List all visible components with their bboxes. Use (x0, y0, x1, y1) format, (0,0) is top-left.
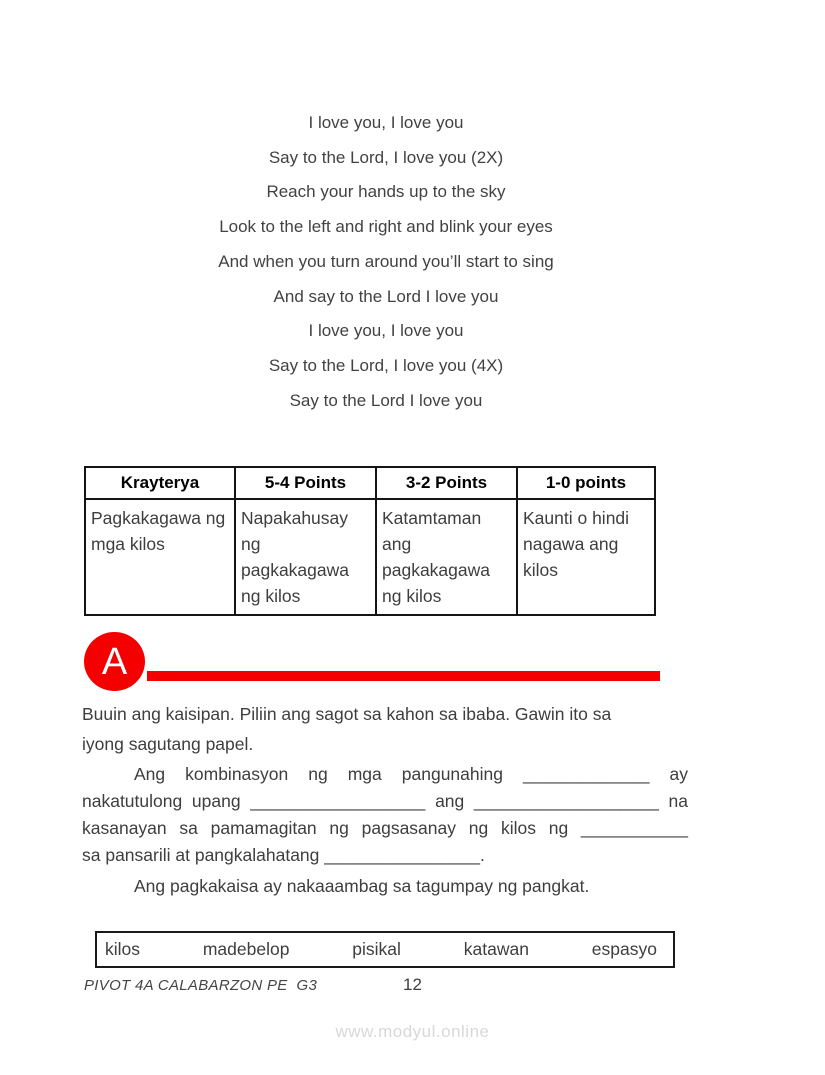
word-bank-item: kilos (105, 939, 141, 959)
word-bank-box (95, 931, 675, 968)
lyric-line: And when you turn around you’ll start to sing (218, 251, 554, 271)
rubric-header-5-4-points: 5-4 Points (235, 467, 376, 499)
lyric-line: I love you, I love you (308, 321, 464, 341)
rubric-table (84, 466, 656, 616)
rubric-header-krayterya: Krayterya (85, 467, 235, 499)
rubric-header-3-2-points: 3-2 Points (376, 467, 517, 499)
fill-line: nakatutulong upang __________________ ang ___________________ na (82, 791, 688, 811)
rubric-cell-1-0: Kaunti o hindi nagawa ang kilos (517, 499, 655, 615)
section-divider-line (147, 671, 660, 681)
word-bank-item: pisikal (352, 939, 401, 959)
section-a-letter: A (101, 640, 128, 683)
rubric-header-1-0-points: 1-0 points (517, 467, 655, 499)
lyric-line: Say to the Lord, I love you (2X) (268, 147, 504, 167)
song-lyrics (84, 106, 688, 418)
watermark: www.modyul.online (335, 1022, 490, 1041)
fill-line: kasanayan sa pamamagitan ng pagsasanay ng kilos ng ___________ (82, 818, 688, 838)
lyric-line: Say to the Lord, I love you (4X) (268, 355, 504, 375)
footer-module-label: PIVOT 4A CALABARZON PE G3 (84, 977, 318, 994)
instruction-line: Buuin ang kaisipan. Piliin ang sagot sa kahon sa ibaba. Gawin ito sa (82, 704, 612, 724)
lyric-line: I love you, I love you (308, 113, 464, 132)
rubric-cell-3-2: Katamtaman ang pagkakagawa ng kilos (376, 499, 517, 615)
closing-sentence: Ang pagkakaisa ay nakaaambag sa tagumpay ng pangkat. (134, 876, 590, 896)
lyric-line: Say to the Lord I love you (289, 390, 483, 410)
instruction-line: iyong sagutang papel. (82, 734, 254, 754)
rubric-header-row (85, 467, 655, 499)
word-bank-item: madebelop (202, 939, 290, 959)
word-bank-item: espasyo (591, 939, 657, 959)
fill-line: Ang kombinasyon ng mga pangunahing _____________ ay (134, 764, 688, 784)
page-number: 12 (403, 975, 422, 994)
section-a-badge (84, 632, 145, 691)
instruction-text (82, 699, 688, 759)
lyric-line: Reach your hands up to the sky (266, 182, 506, 202)
rubric-cell-criteria: Pagkakagawa ng mga kilos (85, 499, 235, 615)
fill-in-paragraph (82, 761, 688, 869)
fill-line: sa pansarili at pangkalahatang ________________. (82, 845, 485, 865)
lyric-line: And say to the Lord I love you (273, 286, 499, 306)
lyric-line: Look to the left and right and blink your eyes (219, 217, 553, 237)
word-bank-item: katawan (463, 939, 529, 959)
table-row (85, 499, 655, 615)
rubric-cell-5-4: Napakahusay ng pagkakagawa ng kilos (235, 499, 376, 615)
